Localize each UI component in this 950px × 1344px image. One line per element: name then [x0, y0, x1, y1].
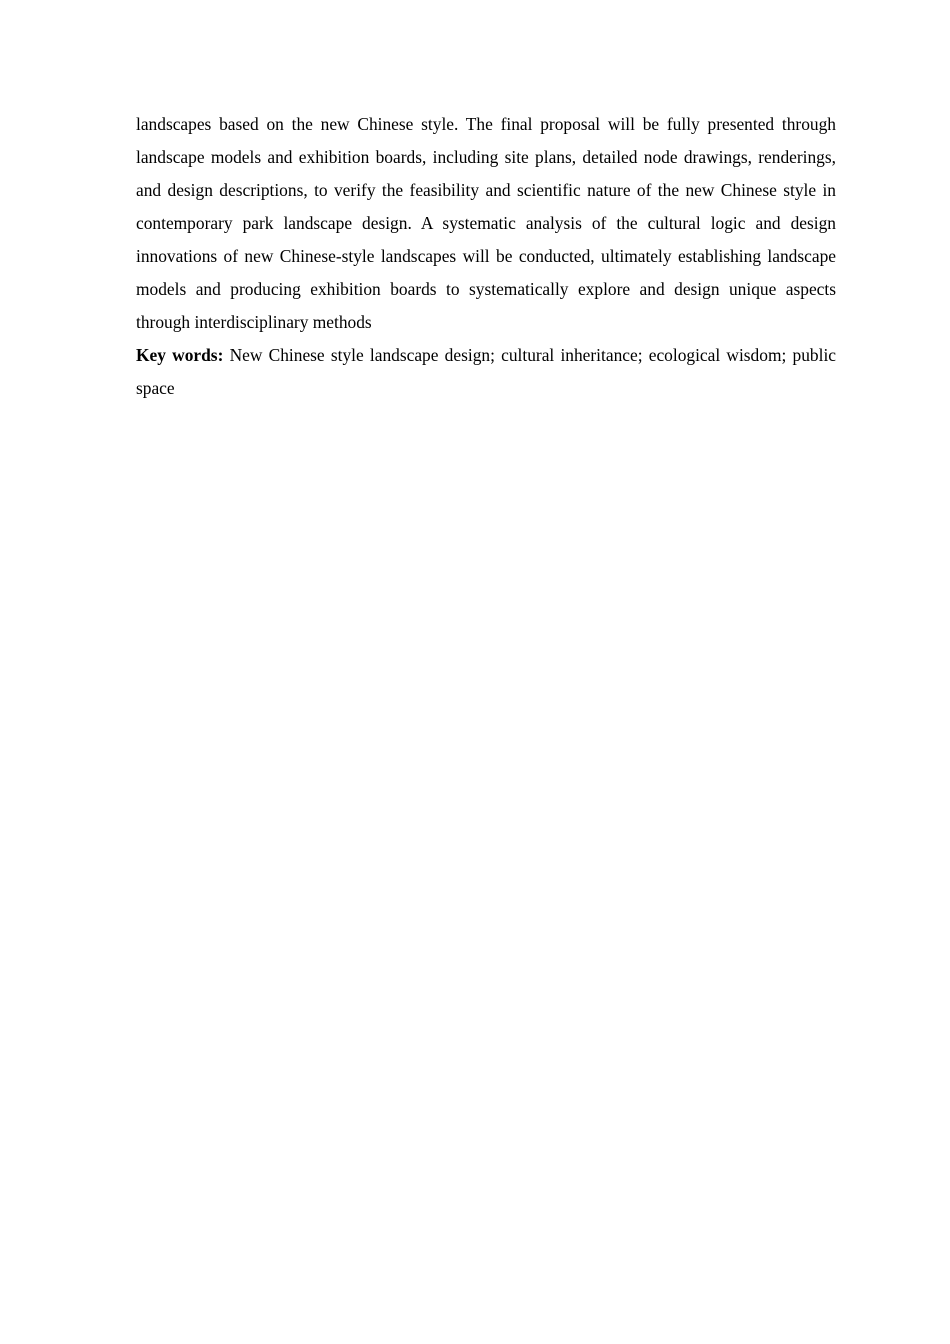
document-body: [136, 108, 836, 405]
keywords-text: New Chinese style landscape design; cultural inheritance; ecological wisdom; public space: [136, 345, 836, 398]
abstract-paragraph: landscapes based on the new Chinese style. The final proposal will be fully presented through landscape models and exhibition boards, including site plans, detailed node drawings, renderings, and design descriptions, to verify the feasibility and scientific nature of the new Chinese style in contemporary park landscape design. A systematic analysis of the cultural logic and design innovations of new Chinese-style landscapes will be conducted, ultimately establishing landscape models and producing exhibition boards to systematically explore and design unique aspects through interdisciplinary methods: [136, 114, 836, 332]
keywords-label: Key words:: [136, 345, 224, 365]
keywords-line: [136, 339, 836, 405]
